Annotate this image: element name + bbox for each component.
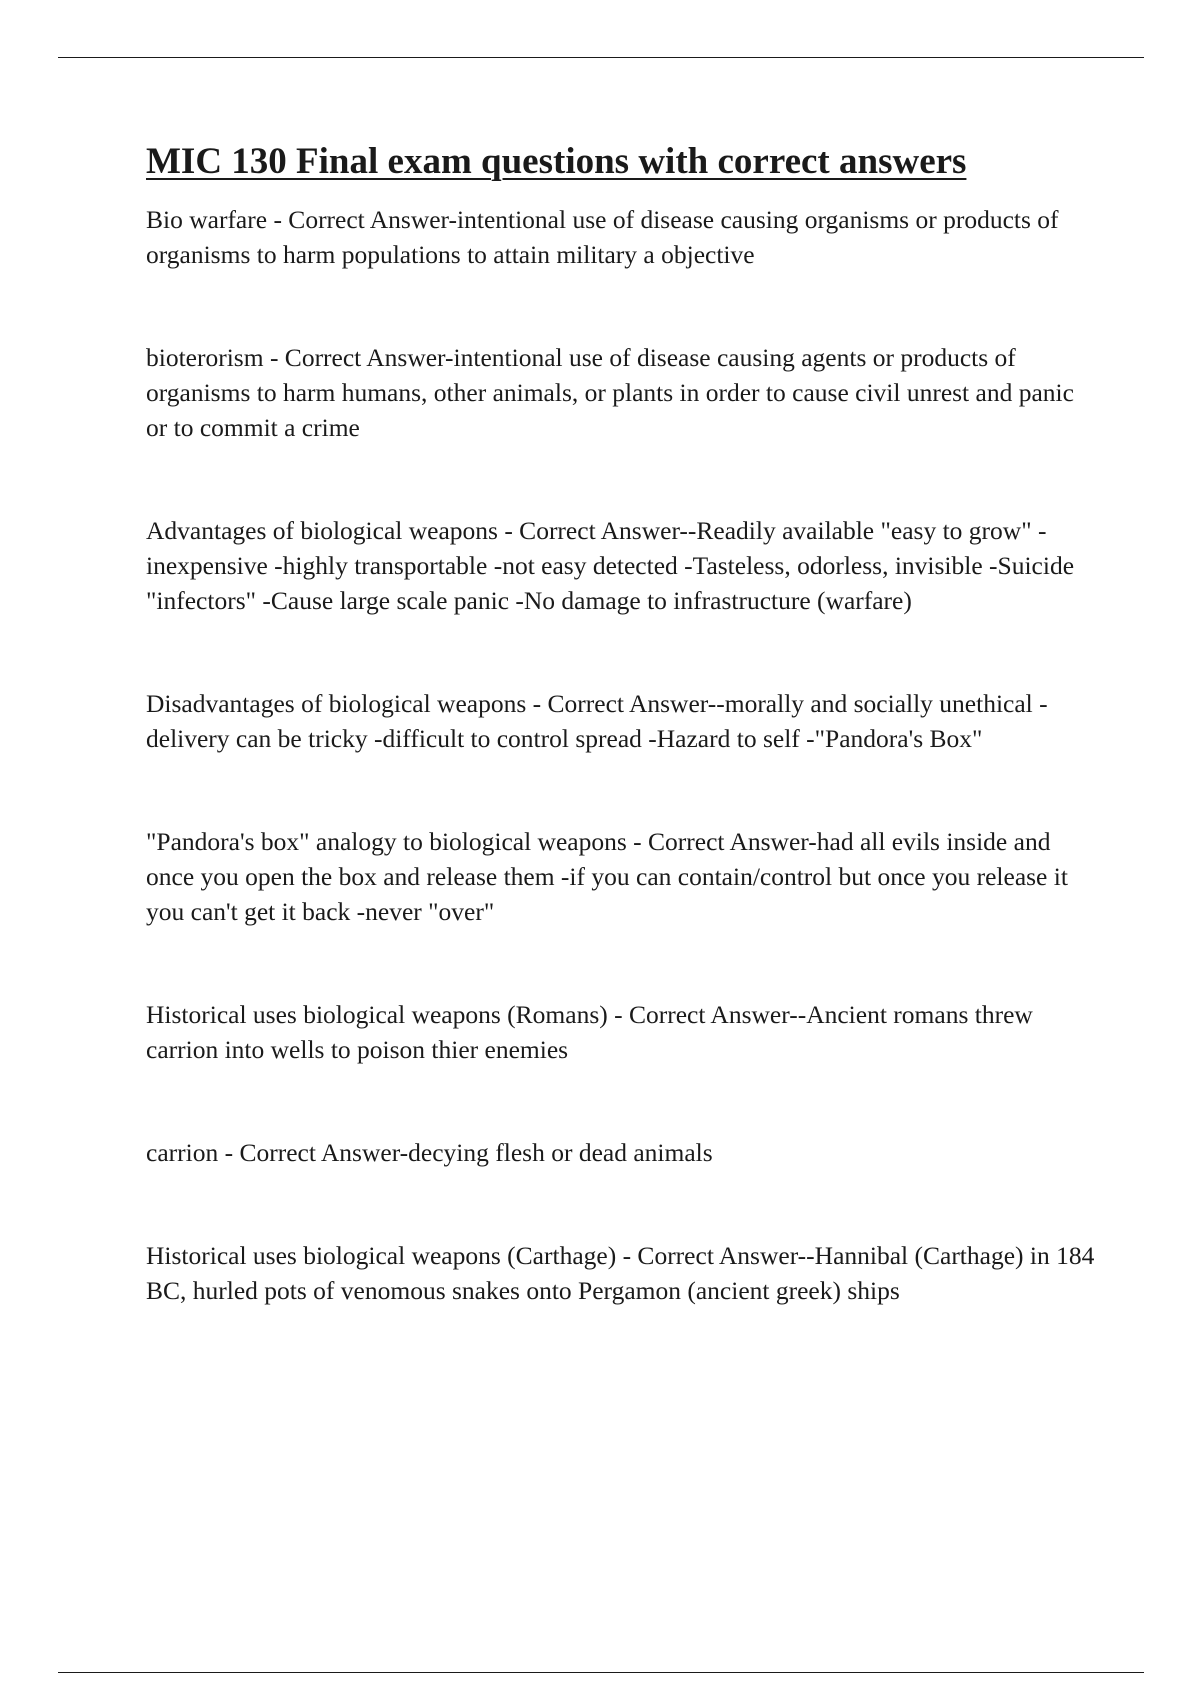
qa-entry-3: Advantages of biological weapons - Correct Answer--Readily available "easy to grow" -inexpensive -highly transportable -not easy detected -Tasteless, odorless, invisible -Suicide "infectors" -Cause large scale panic -No damage to infrastructure (warfare) <box>146 516 1075 616</box>
qa-entry-5: "Pandora's box" analogy to biological weapons - Correct Answer-had all evils inside and once you open the box and release them -if you can contain/control but once you release it you can't get it back -never "over" <box>146 827 1068 927</box>
document-body <box>146 140 1096 1308</box>
qa-entry-8: Historical uses biological weapons (Carthage) - Correct Answer--Hannibal (Carthage) in 184 BC, hurled pots of venomous snakes onto Pergamon (ancient greek) ships <box>146 1241 1095 1306</box>
qa-entry-4: Disadvantages of biological weapons - Correct Answer--morally and socially unethical -delivery can be tricky -difficult to control spread -Hazard to self -"Pandora's Box" <box>146 689 1048 754</box>
qa-entry-6: Historical uses biological weapons (Romans) - Correct Answer--Ancient romans threw carrion into wells to poison thier enemies <box>146 1000 1033 1065</box>
bottom-rule <box>58 1672 1144 1673</box>
top-rule <box>58 57 1144 58</box>
qa-entry-2: bioterorism - Correct Answer-intentional use of disease causing agents or products of organisms to harm humans, other animals, or plants in order to cause civil unrest and panic or to commit a crime <box>146 343 1074 443</box>
qa-entry-7: carrion - Correct Answer-decying flesh or dead animals <box>146 1138 713 1168</box>
qa-entry-1: Bio warfare - Correct Answer-intentional use of disease causing organisms or products of organisms to harm populations to attain military a objective <box>146 205 1059 270</box>
page-title: MIC 130 Final exam questions with correct answers <box>146 141 967 182</box>
